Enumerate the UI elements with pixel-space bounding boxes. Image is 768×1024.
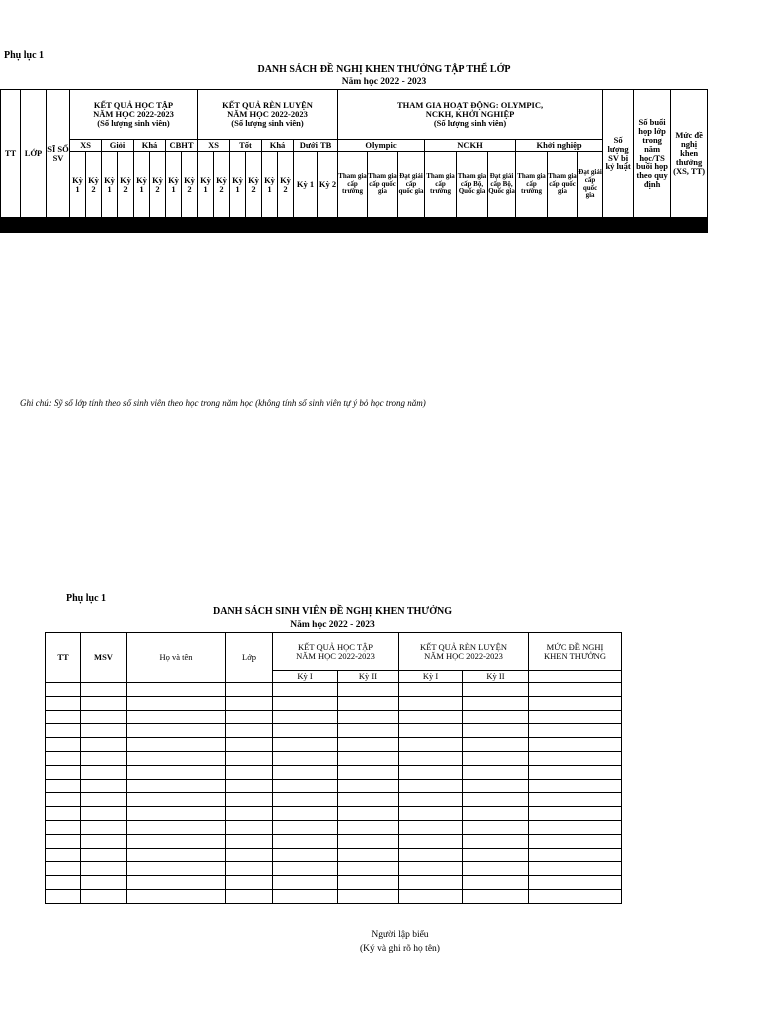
- table-cell: [368, 232, 398, 233]
- table-cell: [338, 862, 399, 876]
- table-cell: [399, 793, 463, 807]
- table-cell: [529, 876, 622, 890]
- table-cell: [318, 232, 338, 233]
- khoinghiep-quoc-gia: Tham gia cấp quốc gia: [548, 152, 578, 218]
- table-cell: [463, 779, 529, 793]
- table-cell: [463, 793, 529, 807]
- table-row: [46, 751, 622, 765]
- table-cell: [127, 807, 226, 821]
- table-cell: [226, 876, 273, 890]
- table-cell: [81, 848, 127, 862]
- table-cell: [463, 889, 529, 903]
- ky-2: Kỳ 2: [150, 152, 166, 218]
- table-cell: [399, 710, 463, 724]
- table-cell: [273, 820, 338, 834]
- ky-1: Kỳ 1: [134, 152, 150, 218]
- header-kqrl-2: [399, 633, 529, 671]
- table-cell: [273, 683, 338, 697]
- table-cell: [81, 724, 127, 738]
- table-cell: [671, 232, 708, 233]
- table-cell: [338, 834, 399, 848]
- ky-2: Kỳ 2: [278, 152, 294, 218]
- school-year: Năm học 2022 - 2023: [341, 77, 427, 87]
- table-cell: [46, 889, 81, 903]
- table-cell: [127, 751, 226, 765]
- ky-2: Kỳ 2: [318, 152, 338, 218]
- tghd-olympic: Olympic: [338, 140, 425, 152]
- table-cell: [463, 710, 529, 724]
- table-cell: [516, 232, 548, 233]
- table-cell: [529, 820, 622, 834]
- table-cell: [226, 848, 273, 862]
- ky-2: Kỳ 2: [86, 152, 102, 218]
- tghd-line1: THAM GIA HOẠT ĐỘNG: OLYMPIC,: [396, 100, 544, 111]
- kqrl-line3: (Số lượng sinh viên): [231, 117, 304, 128]
- student-list-title: DANH SÁCH SINH VIÊN ĐỀ NGHỊ KHEN THƯỞNG: [212, 606, 453, 617]
- table-cell: [198, 232, 214, 233]
- table-cell: [338, 724, 399, 738]
- header-tghd: [338, 90, 603, 140]
- table-cell: [273, 793, 338, 807]
- class-table-body: [1, 218, 708, 233]
- tghd-khoi-nghiep: Khởi nghiệp: [516, 140, 603, 152]
- kqrl-xs: XS: [198, 140, 230, 152]
- table-cell: [398, 232, 425, 233]
- table-row: [46, 738, 622, 752]
- table-cell: [399, 834, 463, 848]
- ky-1: Kỳ 1: [230, 152, 246, 218]
- table-cell: [86, 232, 102, 233]
- table-cell: [634, 232, 671, 233]
- class-award-table: [0, 89, 708, 233]
- table-cell: [603, 232, 634, 233]
- table-cell: [47, 232, 70, 233]
- table-cell: [463, 751, 529, 765]
- table-row: [46, 793, 622, 807]
- ky-i: Kỳ I: [273, 671, 338, 683]
- table-cell: [338, 876, 399, 890]
- table-row: [46, 876, 622, 890]
- header-lop-2: Lớp: [226, 633, 273, 683]
- kqht-line2: NĂM HỌC 2022-2023: [93, 109, 174, 120]
- school-year-2: Năm học 2022 - 2023: [290, 620, 375, 630]
- header-muc-de-nghi: Mức đề nghị khen thưởng (XS, TT): [671, 90, 708, 218]
- table-cell: [81, 889, 127, 903]
- ky-1: Kỳ 1: [198, 152, 214, 218]
- table-cell: [273, 834, 338, 848]
- header-tt-2: TT: [46, 633, 81, 683]
- table-row: [46, 696, 622, 710]
- table-cell: [81, 710, 127, 724]
- table-cell: [46, 710, 81, 724]
- kqht-kha: Khá: [134, 140, 166, 152]
- ky-ii: Kỳ II: [463, 671, 529, 683]
- table-cell: [278, 232, 294, 233]
- table-cell: [399, 807, 463, 821]
- table-cell: [463, 696, 529, 710]
- table-cell: [226, 696, 273, 710]
- signer-label: Người lập biểu: [371, 930, 429, 940]
- table-cell: [338, 779, 399, 793]
- table-row: [46, 765, 622, 779]
- table-cell: [81, 738, 127, 752]
- table-cell: [81, 820, 127, 834]
- ky-1: Kỳ 1: [262, 152, 278, 218]
- table-cell: [399, 779, 463, 793]
- table-cell: [226, 738, 273, 752]
- olympic-quoc-gia: Tham gia cấp quốc gia: [368, 152, 398, 218]
- table-cell: [102, 232, 118, 233]
- table-cell: [226, 765, 273, 779]
- table-cell: [463, 820, 529, 834]
- table-row: [1, 232, 708, 233]
- ky-1: Kỳ 1: [70, 152, 86, 218]
- table-cell: [529, 724, 622, 738]
- table-cell: [488, 232, 516, 233]
- table-cell: [127, 724, 226, 738]
- tghd-line2: NCKH, KHỞI NGHIỆP: [425, 109, 515, 120]
- table-cell: [226, 793, 273, 807]
- header-siso: SĨ SỐ SV: [47, 90, 70, 218]
- table-cell: [226, 820, 273, 834]
- table-cell: [338, 696, 399, 710]
- table-cell: [399, 889, 463, 903]
- table-cell: [463, 724, 529, 738]
- table-cell: [46, 848, 81, 862]
- header-sv-kyluat: Số lượng SV bị kỷ luật: [603, 90, 634, 218]
- table-cell: [338, 765, 399, 779]
- table-cell: [529, 807, 622, 821]
- header-lop: LỚP: [21, 90, 47, 218]
- table-cell: [529, 710, 622, 724]
- ky-ii: Kỳ II: [338, 671, 399, 683]
- table-cell: [226, 779, 273, 793]
- table-cell: [81, 751, 127, 765]
- table-cell: [273, 710, 338, 724]
- table-cell: [463, 807, 529, 821]
- table-cell: [46, 696, 81, 710]
- table-cell: [262, 232, 278, 233]
- khoinghiep-dat-giai: Đạt giải cấp quốc gia: [578, 152, 603, 218]
- table-cell: [81, 834, 127, 848]
- nckh-truong: Tham gia cấp trường: [425, 152, 457, 218]
- table-cell: [81, 765, 127, 779]
- header-kqht: [70, 90, 198, 140]
- table-cell: [548, 232, 578, 233]
- table-cell: [338, 848, 399, 862]
- tghd-nckh: NCKH: [425, 140, 516, 152]
- tghd-line3: (Số lượng sinh viên): [433, 117, 507, 128]
- kqrl2-line1: KẾT QUẢ RÈN LUYỆN: [420, 641, 507, 652]
- kqht-xs: XS: [70, 140, 102, 152]
- table-cell: [338, 232, 368, 233]
- table-cell: [273, 724, 338, 738]
- table-cell: [273, 848, 338, 862]
- table-cell: [127, 696, 226, 710]
- table-cell: [226, 683, 273, 697]
- table-row: [46, 862, 622, 876]
- table-cell: [425, 232, 457, 233]
- ky-2: Kỳ 2: [118, 152, 134, 218]
- kqht-line3: (Số lượng sinh viên): [97, 117, 170, 128]
- table-cell: [529, 848, 622, 862]
- table-cell: [46, 738, 81, 752]
- ky-2: Kỳ 2: [246, 152, 262, 218]
- table-cell: [226, 807, 273, 821]
- table-cell: [399, 724, 463, 738]
- table-cell: [273, 751, 338, 765]
- ky-2: Kỳ 2: [214, 152, 230, 218]
- table-cell: [294, 232, 318, 233]
- table-row: [46, 834, 622, 848]
- kqrl-line2: NĂM HỌC 2022-2023: [227, 109, 308, 120]
- table-cell: [21, 232, 47, 233]
- table-cell: [463, 848, 529, 862]
- table-cell: [338, 889, 399, 903]
- table-cell: [399, 696, 463, 710]
- kqht2-line1: KẾT QUẢ HỌC TẬP: [297, 641, 373, 652]
- muc2-line1: MỨC ĐỀ NGHỊ: [546, 641, 604, 652]
- table-cell: [230, 232, 246, 233]
- table-cell: [273, 889, 338, 903]
- table-cell: [127, 683, 226, 697]
- table-row: [46, 820, 622, 834]
- table-cell: [399, 848, 463, 862]
- table-cell: [578, 232, 603, 233]
- table-cell: [338, 793, 399, 807]
- table-cell: [46, 765, 81, 779]
- table-cell: [127, 710, 226, 724]
- table-cell: [127, 738, 226, 752]
- ky-2: Kỳ 2: [182, 152, 198, 218]
- table-cell: [338, 820, 399, 834]
- table-cell: [399, 683, 463, 697]
- doc-title: DANH SÁCH ĐỀ NGHỊ KHEN THƯỞNG TẬP THỂ LỚP: [257, 64, 511, 75]
- kqrl2-line2: NĂM HỌC 2022-2023: [424, 650, 503, 661]
- olympic-dat-giai: Đạt giải cấp quốc gia: [398, 152, 425, 218]
- table-cell: [127, 793, 226, 807]
- table-cell: [273, 779, 338, 793]
- table-cell: [182, 232, 198, 233]
- table-cell: [226, 862, 273, 876]
- student-award-table: [45, 632, 622, 904]
- table-cell: [134, 232, 150, 233]
- table-cell: [46, 751, 81, 765]
- table-cell: [226, 724, 273, 738]
- muc2-line2: KHEN THƯỞNG: [544, 650, 606, 661]
- signer-note: (Ký và ghi rõ họ tên): [360, 944, 440, 954]
- table-cell: [127, 862, 226, 876]
- table-cell: [46, 820, 81, 834]
- table-cell: [463, 862, 529, 876]
- table-cell: [166, 232, 182, 233]
- table-row: [46, 724, 622, 738]
- header-muc-2: [529, 633, 622, 671]
- table-cell: [273, 862, 338, 876]
- table-cell: [81, 683, 127, 697]
- table-cell: [529, 683, 622, 697]
- table-cell: [463, 765, 529, 779]
- header-msv: MSV: [81, 633, 127, 683]
- table-cell: [214, 232, 230, 233]
- ky-1: Kỳ 1: [294, 152, 318, 218]
- table-row: [46, 889, 622, 903]
- table-cell: [529, 751, 622, 765]
- nckh-bo-quoc-gia: Tham gia cấp Bộ, Quốc gia: [457, 152, 488, 218]
- table-cell: [273, 876, 338, 890]
- table-cell: [81, 807, 127, 821]
- table-cell: [399, 751, 463, 765]
- table-cell: [399, 876, 463, 890]
- table-note: Ghi chú: Sỹ số lớp tính theo số sinh viên theo học trong năm học (không tính số sinh viên tự ý bỏ học trong năm): [20, 398, 426, 408]
- table-cell: [338, 751, 399, 765]
- table-cell: [399, 862, 463, 876]
- header-so-buoi-hop: Số buổi họp lớp trong năm học/TS buổi họp theo quy định: [634, 90, 671, 218]
- table-cell: [127, 834, 226, 848]
- kqht-cbht: CBHT: [166, 140, 198, 152]
- ky-i: Kỳ I: [399, 671, 463, 683]
- header-ho-ten: Họ và tên: [127, 633, 226, 683]
- table-cell: [529, 862, 622, 876]
- header-kqrl: [198, 90, 338, 140]
- kqht-gioi: Giỏi: [102, 140, 134, 152]
- table-cell: [81, 876, 127, 890]
- table-cell: [226, 710, 273, 724]
- table-cell: [226, 751, 273, 765]
- table-cell: [529, 834, 622, 848]
- kqrl-duoi-tb: Dưới TB: [294, 140, 338, 152]
- kqht2-line2: NĂM HỌC 2022-2023: [296, 650, 375, 661]
- table-cell: [70, 232, 86, 233]
- table-cell: [226, 834, 273, 848]
- table-cell: [338, 738, 399, 752]
- table-cell: [81, 793, 127, 807]
- table-cell: [529, 738, 622, 752]
- table-cell: [529, 696, 622, 710]
- table-cell: [273, 807, 338, 821]
- table-cell: [463, 738, 529, 752]
- table-cell: [46, 779, 81, 793]
- appendix-label-2: Phụ lục 1: [66, 593, 107, 604]
- table-cell: [529, 765, 622, 779]
- table-cell: [529, 889, 622, 903]
- ky-1: Kỳ 1: [166, 152, 182, 218]
- table-cell: [46, 876, 81, 890]
- table-row: [46, 710, 622, 724]
- table-cell: [81, 862, 127, 876]
- table-cell: [338, 807, 399, 821]
- muc-empty: [529, 671, 622, 683]
- table-cell: [273, 696, 338, 710]
- table-cell: [463, 876, 529, 890]
- table-cell: [399, 738, 463, 752]
- kqrl-tot: Tốt: [230, 140, 262, 152]
- appendix-label: Phụ lục 1: [4, 50, 45, 61]
- table-cell: [463, 834, 529, 848]
- table-cell: [81, 696, 127, 710]
- table-cell: [127, 779, 226, 793]
- table-cell: [46, 724, 81, 738]
- table-row: [46, 683, 622, 697]
- table-cell: [150, 232, 166, 233]
- table-cell: [127, 876, 226, 890]
- kqht-line1: KẾT QUẢ HỌC TẬP: [93, 100, 174, 111]
- olympic-truong: Tham gia cấp trường: [338, 152, 368, 218]
- table-cell: [463, 683, 529, 697]
- table-cell: [46, 793, 81, 807]
- table-cell: [226, 889, 273, 903]
- kqrl-kha: Khá: [262, 140, 294, 152]
- table-cell: [127, 848, 226, 862]
- khoinghiep-truong: Tham gia cấp trường: [516, 152, 548, 218]
- table-cell: [118, 232, 134, 233]
- table-cell: [46, 834, 81, 848]
- table-cell: [338, 683, 399, 697]
- table-row: [46, 807, 622, 821]
- table-row: [46, 779, 622, 793]
- table-cell: [127, 889, 226, 903]
- table-cell: [399, 765, 463, 779]
- ky-1: Kỳ 1: [102, 152, 118, 218]
- table-cell: [529, 779, 622, 793]
- table-cell: [338, 710, 399, 724]
- nckh-dat-giai: Đạt giải cấp Bộ, Quốc gia: [488, 152, 516, 218]
- table-cell: [127, 820, 226, 834]
- table-cell: [1, 232, 21, 233]
- table-cell: [46, 807, 81, 821]
- table-cell: [127, 765, 226, 779]
- header-kqht-2: [273, 633, 399, 671]
- table-cell: [273, 738, 338, 752]
- table-cell: [273, 765, 338, 779]
- kqrl-line1: KẾT QUẢ RÈN LUYỆN: [222, 100, 313, 111]
- table-cell: [81, 779, 127, 793]
- table-cell: [457, 232, 488, 233]
- table-cell: [399, 820, 463, 834]
- table-cell: [529, 793, 622, 807]
- student-table-body: [46, 683, 622, 904]
- table-cell: [246, 232, 262, 233]
- header-tt: TT: [1, 90, 21, 218]
- table-cell: [46, 683, 81, 697]
- table-cell: [46, 862, 81, 876]
- table-row: [46, 848, 622, 862]
